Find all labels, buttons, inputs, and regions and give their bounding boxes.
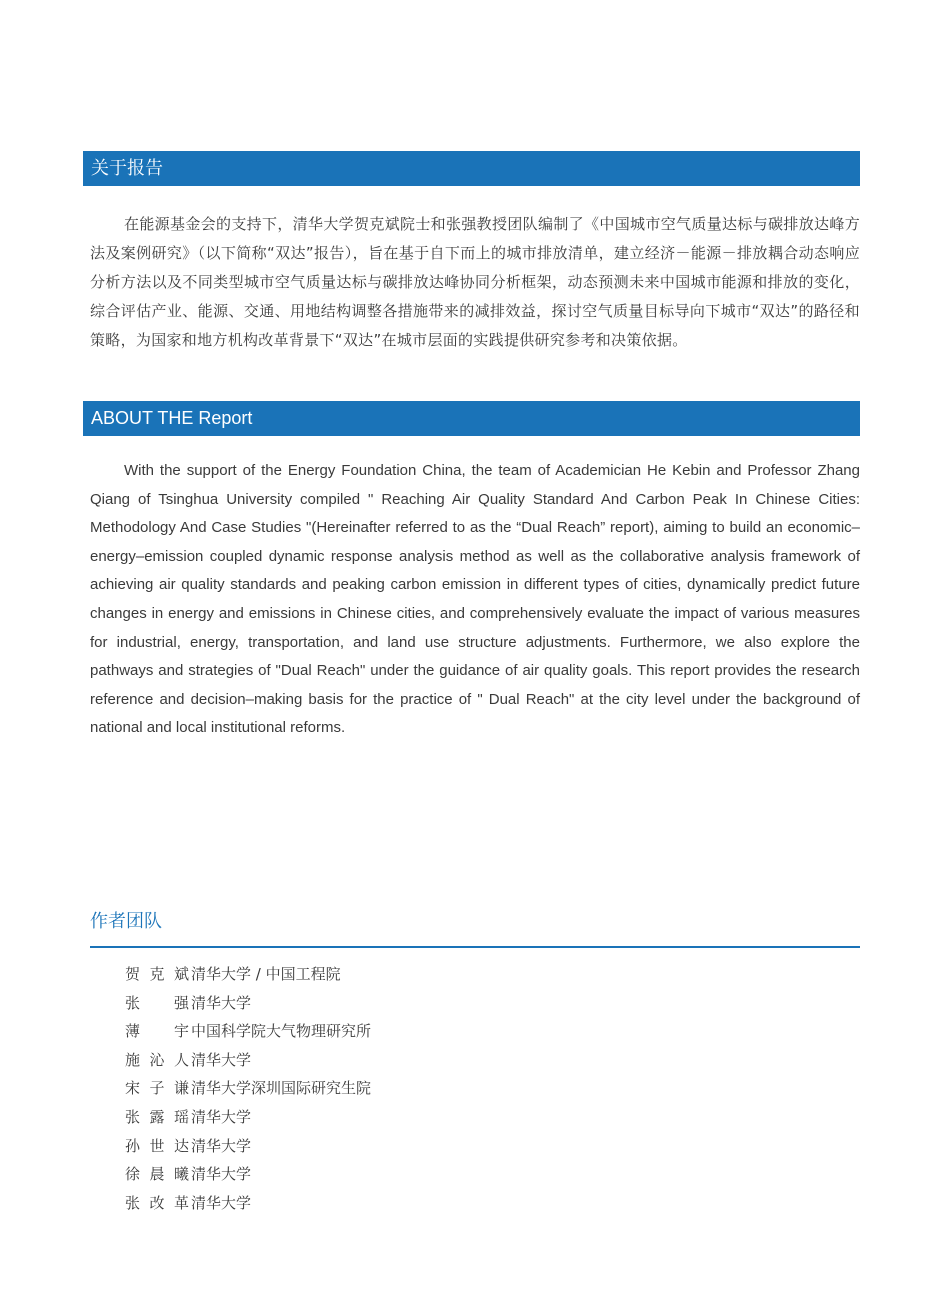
author-row	[125, 1103, 371, 1132]
author-affiliation: 中国科学院大气物理研究所	[191, 1022, 372, 1041]
author-name: 张 强	[125, 993, 189, 1012]
about-report-paragraph-en: With the support of the Energy Foundation China, the team of Academician He Kebin and Professor Zhang Qiang of Tsinghua University compiled " Reaching Air Quality Standard And Carbon Peak In Chinese Cities: Methodology And Case Studies "(Hereinafter referred to as the “Dual Reach” report), aiming to build an economic–energy–emission coupled dynamic response analysis method as well as the collaborative analysis framework of achieving air quality standards and peaking carbon emission in different types of cities, dynamically predict future changes in energy and emissions in Chinese cities, and comprehensively evaluate the impact of various measures for industrial, energy, transportation, and land use structure adjustments. Furthermore, we also explore the pathways and strategies of "Dual Reach" under the guidance of air quality goals. This report provides the research reference and decision–making basis for the practice of " Dual Reach" at the city level under the background of national and local institutional reforms.	[90, 462, 860, 737]
author-affiliation: 清华大学深圳国际研究生院	[191, 1079, 372, 1098]
author-affiliation: 清华大学 / 中国工程院	[191, 965, 341, 983]
author-row	[125, 1074, 371, 1103]
author-row	[125, 989, 371, 1018]
author-name: 薄 宇	[125, 1022, 189, 1041]
author-name: 张露瑶	[125, 1107, 189, 1126]
author-row	[125, 960, 371, 989]
author-row	[125, 1046, 371, 1075]
author-row	[125, 1132, 371, 1161]
author-name: 施沁人	[125, 1050, 189, 1069]
author-affiliation: 清华大学	[191, 1050, 252, 1069]
author-affiliation: 清华大学	[191, 1193, 252, 1212]
authors-heading: 作者团队	[90, 911, 162, 932]
author-row	[125, 1160, 371, 1189]
author-name: 贺克斌	[125, 965, 189, 983]
author-name: 张改革	[125, 1193, 189, 1212]
author-name: 宋子谦	[125, 1079, 189, 1098]
author-row	[125, 1189, 371, 1218]
about-report-paragraph-cn: 在能源基金会的支持下，清华大学贺克斌院士和张强教授团队编制了《中国城市空气质量达标与碳排放达峰方法及案例研究》（以下简称“双达”报告），旨在基于自下而上的城市排放清单，建立经济－能源－排放耦合动态响应分析方法以及不同类型城市空气质量达标与碳排放达峰协同分析框架，动态预测未来中国城市能源和排放的变化，综合评估产业、能源、交通、用地结构调整各措施带来的减排效益，探讨空气质量目标导向下城市“双达”的路径和策略，为国家和地方机构改革背景下“双达”在城市层面的实践提供研究参考和决策依据。	[90, 215, 860, 349]
author-affiliation: 清华大学	[191, 1107, 252, 1126]
author-list	[125, 960, 371, 1217]
author-affiliation: 清华大学	[191, 1136, 252, 1155]
author-row	[125, 1017, 371, 1046]
author-affiliation: 清华大学	[191, 1165, 252, 1184]
authors-divider	[90, 946, 860, 948]
author-name: 孙世达	[125, 1136, 189, 1155]
section-header-about-cn: 关于报告	[83, 151, 860, 186]
section-header-about-en: ABOUT THE Report	[83, 401, 860, 436]
author-name: 徐晨曦	[125, 1165, 189, 1184]
author-affiliation: 清华大学	[191, 993, 252, 1012]
